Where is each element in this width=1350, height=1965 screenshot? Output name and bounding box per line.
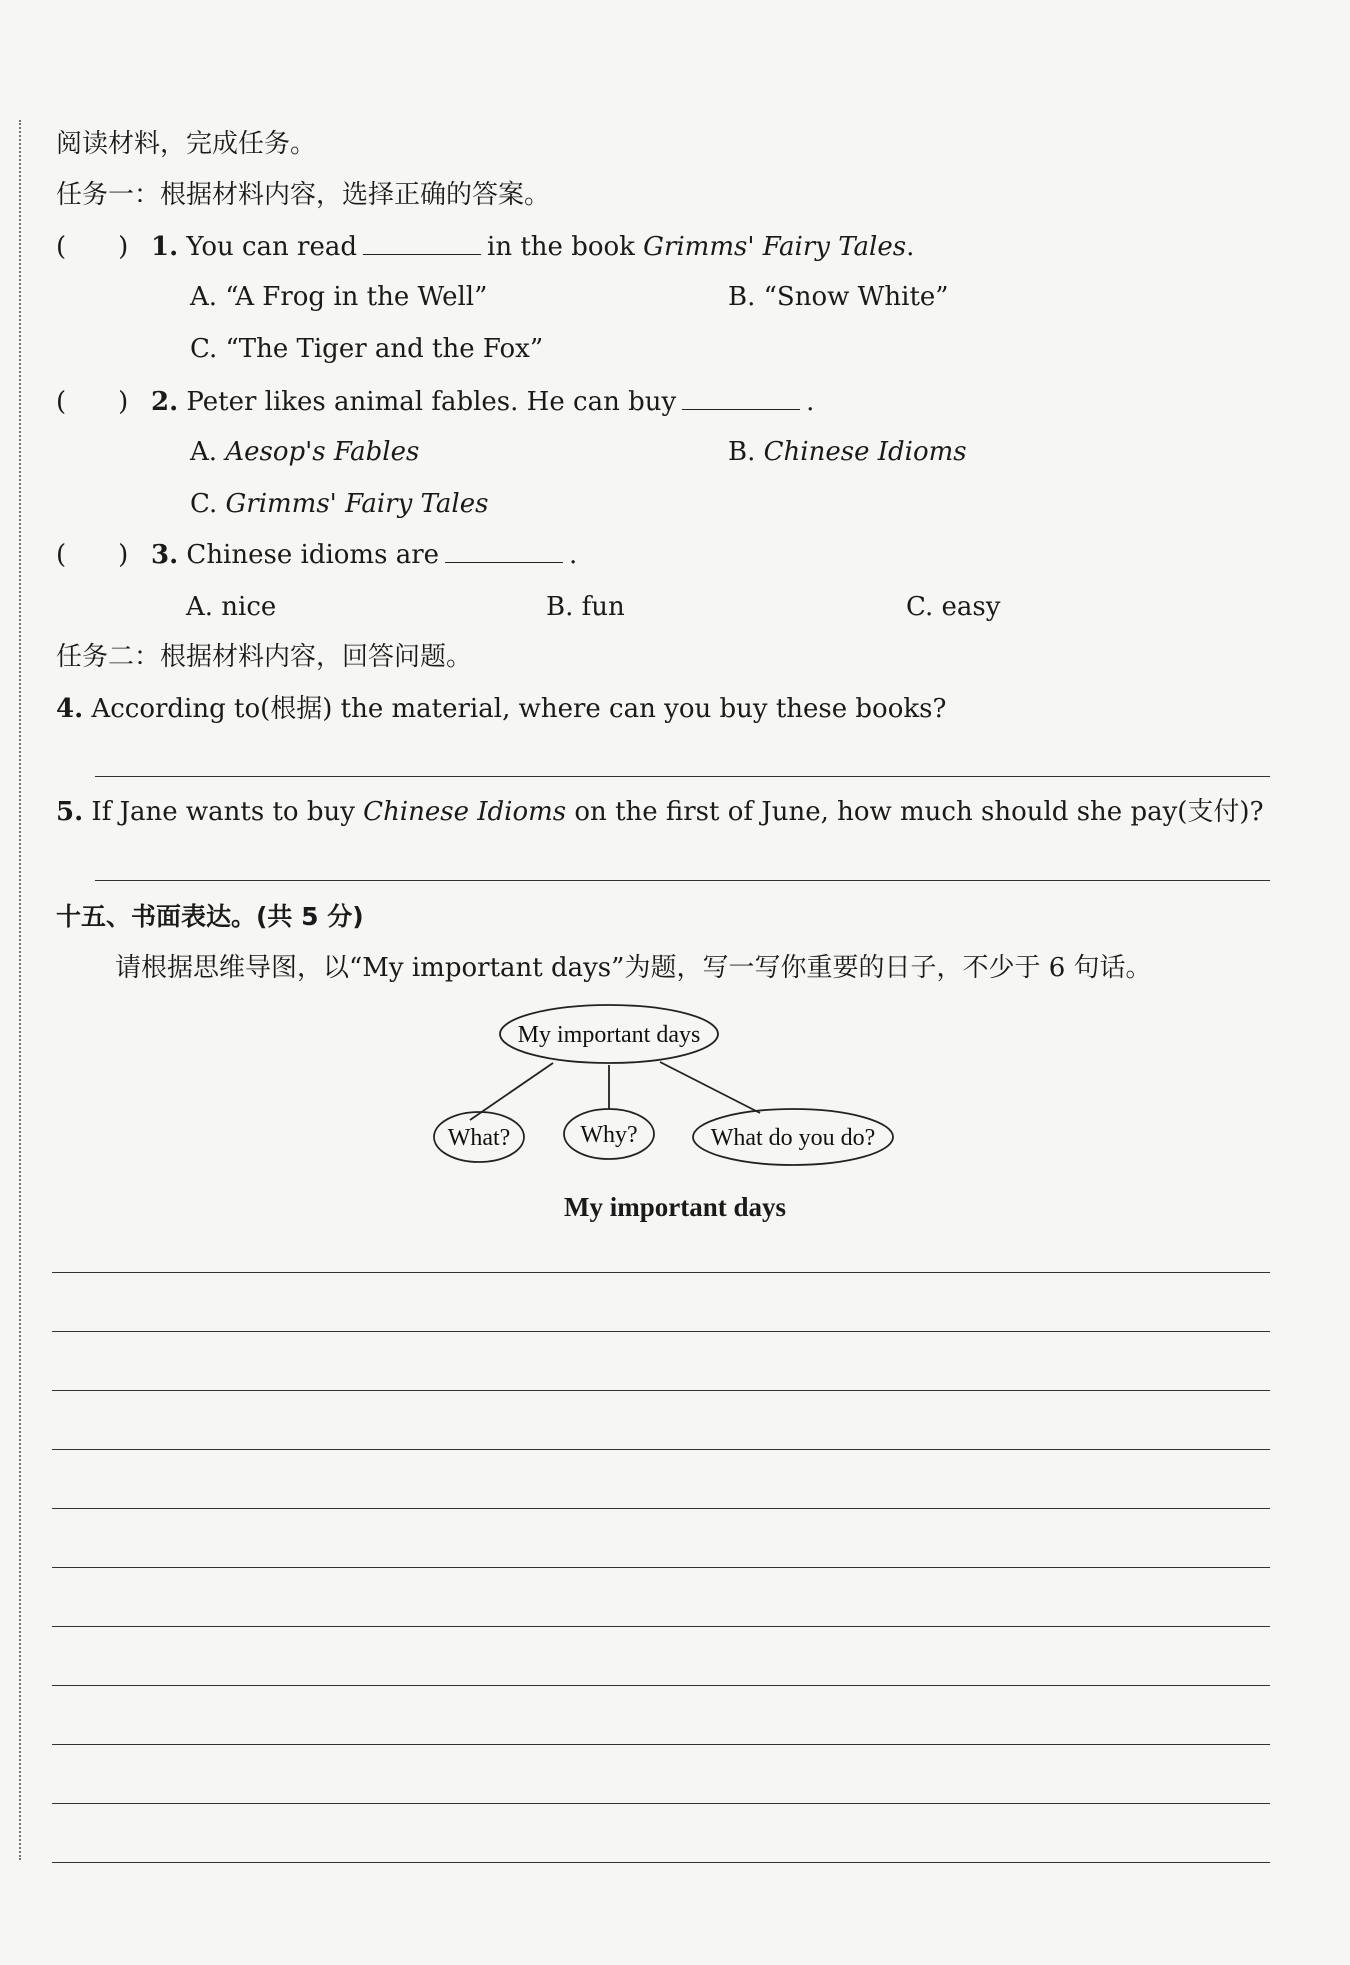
question-5 (56, 795, 1264, 829)
q3-option-b[interactable]: B. fun (546, 592, 625, 622)
question-text: If Jane wants to buy (91, 797, 355, 827)
writing-line[interactable] (52, 1626, 1270, 1627)
q2-option-a[interactable] (190, 435, 419, 469)
mind-map-branch-label: Why? (580, 1122, 638, 1148)
q2-option-c[interactable] (190, 487, 488, 521)
question-2 (56, 385, 814, 419)
mind-map-connectors (470, 1062, 760, 1120)
punctuation: . (906, 232, 915, 262)
question-number: 5. (56, 797, 84, 827)
task1-heading: 任务一：根据材料内容，选择正确的答案。 (56, 180, 551, 210)
writing-instruction: 请根据思维导图，以“My important days”为题，写一写你重要的日子，不少于 6 句话。 (115, 953, 1152, 983)
q1-option-a[interactable]: A. “A Frog in the Well” (190, 282, 488, 312)
essay-title: My important days (564, 1192, 786, 1222)
mind-map-center-node (500, 1005, 718, 1063)
writing-line[interactable] (52, 1803, 1270, 1804)
question-4 (56, 692, 946, 726)
task2-heading: 任务二：根据材料内容，回答问题。 (56, 642, 473, 672)
option-text: Aesop's Fables (225, 437, 420, 467)
answer-paren[interactable]: ( ) (56, 540, 129, 570)
question-text: on the first of June, how much should she pay(支付)? (574, 797, 1264, 827)
writing-line[interactable] (52, 1508, 1270, 1509)
question-1 (56, 230, 914, 264)
mind-map-node-what (434, 1112, 524, 1162)
fill-blank[interactable] (682, 385, 800, 410)
mind-map-branch-label: What? (447, 1125, 511, 1151)
mind-map-node-why (564, 1109, 654, 1159)
fill-blank[interactable] (363, 230, 481, 255)
question-3 (56, 538, 577, 572)
answer-line-q5[interactable] (95, 880, 1270, 881)
book-title: Chinese Idioms (363, 797, 567, 827)
question-text: Chinese idioms are (186, 540, 440, 570)
book-title: Grimms' Fairy Tales (643, 232, 907, 262)
q2-option-b[interactable] (728, 435, 967, 469)
writing-line[interactable] (52, 1331, 1270, 1332)
margin-dotted-line (19, 120, 21, 1860)
q3-option-c[interactable]: C. easy (906, 592, 1001, 622)
question-number: 1. (151, 232, 179, 262)
mind-map-center-label: My important days (517, 1022, 701, 1048)
q3-option-a[interactable]: A. nice (186, 592, 277, 622)
option-text: Grimms' Fairy Tales (225, 489, 489, 519)
mind-map-branch-label: What do you do? (710, 1125, 876, 1151)
q1-option-b[interactable]: B. “Snow White” (728, 282, 949, 312)
option-text: Chinese Idioms (763, 437, 967, 467)
question-text: Peter likes animal fables. He can buy (186, 387, 677, 417)
writing-line[interactable] (52, 1685, 1270, 1686)
question-number: 4. (56, 694, 84, 724)
answer-line-q4[interactable] (95, 776, 1270, 777)
writing-line[interactable] (52, 1567, 1270, 1568)
question-text: in the book (487, 232, 635, 262)
question-number: 2. (151, 387, 179, 417)
section-heading: 十五、书面表达。(共 5 分) (56, 902, 364, 931)
question-text: You can read (186, 232, 358, 262)
option-label: C. (190, 489, 218, 519)
writing-line[interactable] (52, 1272, 1270, 1273)
writing-line[interactable] (52, 1449, 1270, 1450)
writing-line[interactable] (52, 1862, 1270, 1863)
intro-text: 阅读材料，完成任务。 (56, 129, 317, 159)
question-text: According to(根据) the material, where can you buy these books? (91, 694, 947, 724)
option-label: B. (728, 437, 756, 467)
writing-line[interactable] (52, 1390, 1270, 1391)
punctuation: . (569, 540, 578, 570)
fill-blank[interactable] (445, 538, 563, 563)
mind-map-node-what-do-you-do (693, 1109, 893, 1165)
question-number: 3. (151, 540, 179, 570)
q1-option-c[interactable]: C. “The Tiger and the Fox” (190, 334, 544, 364)
punctuation: . (806, 387, 815, 417)
answer-paren[interactable]: ( ) (56, 232, 129, 262)
answer-paren[interactable]: ( ) (56, 387, 129, 417)
writing-line[interactable] (52, 1744, 1270, 1745)
option-label: A. (190, 437, 218, 467)
